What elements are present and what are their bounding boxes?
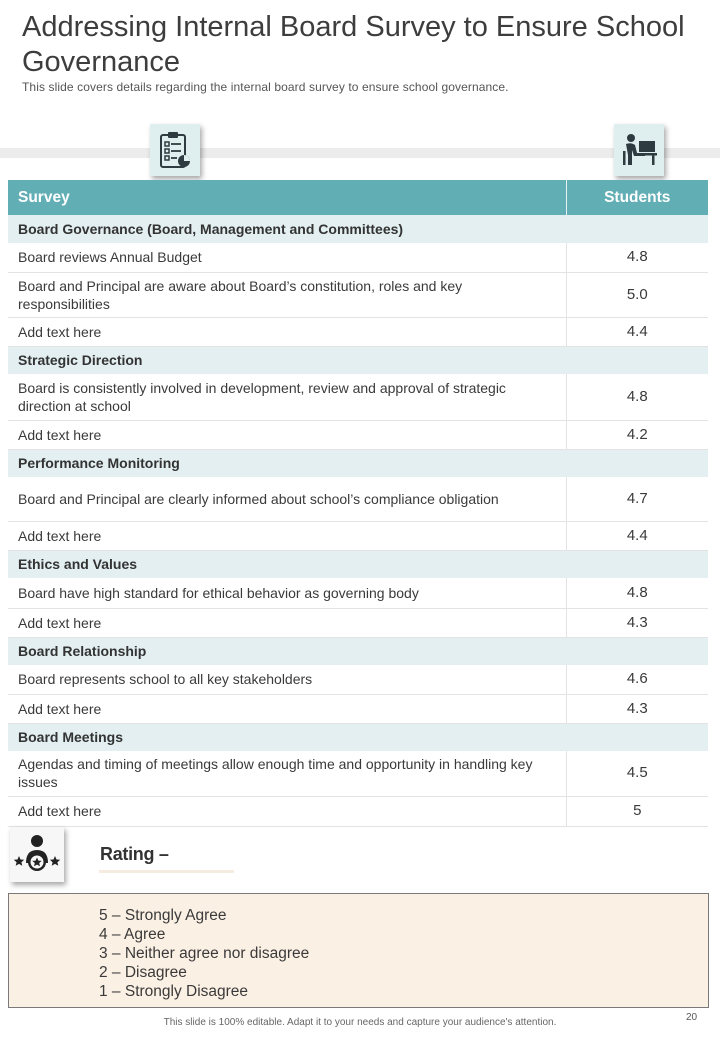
score-cell	[566, 723, 708, 751]
table-row	[8, 374, 708, 420]
rating-scale-item: 2 – Disagree	[99, 964, 187, 981]
survey-item: Add text here	[8, 521, 566, 550]
clipboard-checklist-icon	[159, 131, 191, 169]
page-subtitle: This slide covers details regarding the internal board survey to ensure school governance.	[22, 80, 509, 94]
footer-note: This slide is 100% editable. Adapt it to your needs and capture your audience's attention.	[163, 1017, 557, 1028]
survey-item: Board represents school to all key stakeholders	[8, 665, 566, 694]
category-row	[8, 346, 708, 374]
score-cell: 4.4	[566, 317, 708, 346]
score-cell	[566, 215, 708, 243]
category-label: Board Meetings	[8, 723, 566, 751]
table-row	[8, 272, 708, 317]
rating-scale-item: 4 – Agree	[99, 926, 166, 943]
category-row	[8, 215, 708, 243]
table-row	[8, 665, 708, 694]
page-number: 20	[686, 1012, 698, 1023]
category-label: Board Governance (Board, Management and Committees)	[8, 215, 566, 243]
survey-item: Add text here	[8, 694, 566, 723]
survey-item: Add text here	[8, 608, 566, 637]
student-at-desk-icon	[621, 133, 657, 167]
score-cell: 5.0	[566, 272, 708, 317]
category-row	[8, 637, 708, 665]
category-row	[8, 723, 708, 751]
score-cell: 4.8	[566, 578, 708, 608]
survey-icon-box	[150, 124, 200, 176]
rating-underline	[99, 870, 234, 873]
rating-scale-item: 3 – Neither agree nor disagree	[99, 945, 310, 962]
survey-item: Board is consistently involved in development, review and approval of strategic direction at school	[8, 374, 566, 420]
score-cell	[566, 346, 708, 374]
survey-item: Board reviews Annual Budget	[8, 243, 566, 272]
score-cell: 4.3	[566, 608, 708, 637]
survey-item: Board and Principal are clearly informed about school’s compliance obligation	[8, 477, 566, 521]
score-cell: 4.5	[566, 751, 708, 796]
person-with-stars-icon	[13, 833, 61, 877]
score-cell	[566, 637, 708, 665]
score-cell: 4.8	[566, 374, 708, 420]
score-cell: 4.6	[566, 665, 708, 694]
survey-table	[8, 180, 708, 827]
col-header-students: Students	[566, 180, 708, 215]
table-row	[8, 608, 708, 637]
score-cell: 4.7	[566, 477, 708, 521]
table-row	[8, 477, 708, 521]
survey-item: Board and Principal are aware about Board’s constitution, roles and key responsibilities	[8, 272, 566, 317]
rating-icon-box	[10, 827, 64, 882]
rating-heading: Rating –	[100, 844, 169, 864]
category-label: Ethics and Values	[8, 550, 566, 578]
decorative-band	[0, 148, 720, 158]
category-row	[8, 449, 708, 477]
survey-item: Board have high standard for ethical behavior as governing body	[8, 578, 566, 608]
category-label: Strategic Direction	[8, 346, 566, 374]
page-title: Addressing Internal Board Survey to Ensure School Governance	[22, 11, 685, 78]
table-row	[8, 578, 708, 608]
survey-item: Add text here	[8, 796, 566, 826]
score-cell	[566, 449, 708, 477]
table-row	[8, 317, 708, 346]
score-cell: 4.8	[566, 243, 708, 272]
survey-item: Add text here	[8, 317, 566, 346]
survey-item: Agendas and timing of meetings allow enough time and opportunity in handling key issues	[8, 751, 566, 796]
score-cell: 4.4	[566, 521, 708, 550]
score-cell: 4.2	[566, 420, 708, 449]
score-cell: 4.3	[566, 694, 708, 723]
table-row	[8, 521, 708, 550]
col-header-survey: Survey	[8, 180, 566, 215]
survey-item: Add text here	[8, 420, 566, 449]
category-label: Board Relationship	[8, 637, 566, 665]
table-row	[8, 243, 708, 272]
table-row	[8, 420, 708, 449]
table-row	[8, 796, 708, 826]
table-row	[8, 751, 708, 796]
table-row	[8, 694, 708, 723]
category-label: Performance Monitoring	[8, 449, 566, 477]
rating-scale-item: 5 – Strongly Agree	[99, 907, 227, 924]
rating-scale-item: 1 – Strongly Disagree	[99, 983, 249, 1000]
score-cell: 5	[566, 796, 708, 826]
category-row	[8, 550, 708, 578]
score-cell	[566, 550, 708, 578]
rating-scale-box	[8, 893, 709, 1008]
students-icon-box	[614, 124, 664, 176]
